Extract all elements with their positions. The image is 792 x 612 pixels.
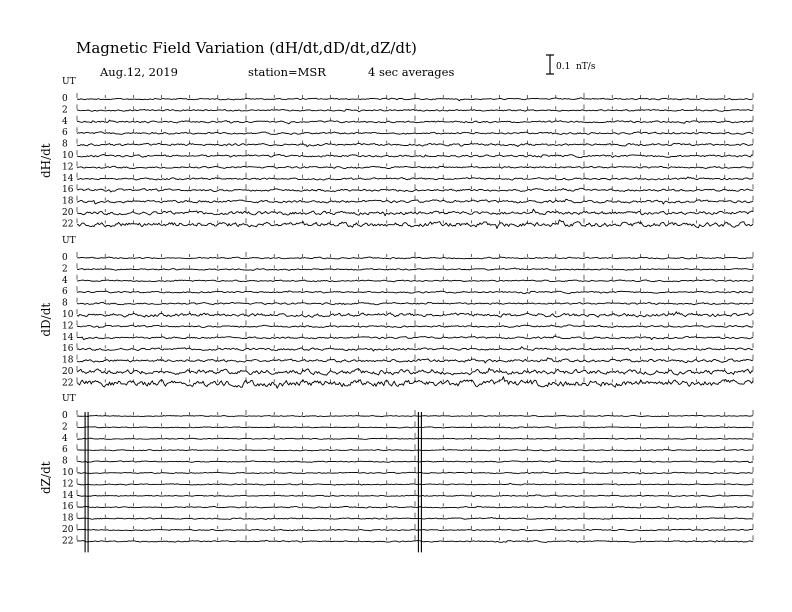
- hour-label: 6: [62, 128, 68, 139]
- panels: [39, 77, 753, 552]
- row-ticks: [77, 252, 753, 257]
- hour-label: 6: [62, 287, 68, 298]
- hour-label: 0: [62, 411, 68, 421]
- trace-line: [77, 472, 753, 474]
- trace-line: [77, 257, 753, 259]
- row-ticks: [77, 320, 753, 325]
- trace-line: [77, 415, 753, 416]
- panel-ylabel: dH/dt: [39, 143, 53, 179]
- hour-label: 12: [62, 479, 74, 490]
- row-ticks: [77, 298, 753, 303]
- row-ticks: [77, 343, 753, 348]
- hour-label: 2: [62, 264, 68, 275]
- hour-label: 20: [62, 367, 74, 377]
- hour-label: 16: [62, 502, 74, 513]
- row-ticks: [77, 444, 753, 449]
- trace-line: [77, 199, 753, 204]
- panel-dD-dt: [39, 236, 753, 388]
- hour-label: 22: [62, 219, 74, 230]
- trace-line: [77, 291, 753, 294]
- trace-line: [77, 98, 753, 101]
- hour-label: 6: [62, 445, 68, 456]
- scale-unit: nT/s: [576, 62, 596, 72]
- date-label: Aug.12, 2019: [100, 65, 178, 79]
- hour-label: 22: [62, 378, 74, 389]
- hour-label: 10: [62, 310, 74, 320]
- hour-label: 18: [62, 196, 74, 207]
- hour-label: 2: [62, 105, 68, 116]
- hour-label: 10: [62, 151, 74, 161]
- row-ticks: [77, 150, 753, 155]
- row-ticks: [77, 93, 753, 98]
- trace-line: [77, 495, 753, 497]
- hour-label: 4: [62, 433, 68, 444]
- row-ticks: [77, 161, 753, 166]
- trace-line: [77, 132, 753, 135]
- row-ticks: [77, 263, 753, 268]
- trace-line: [77, 302, 753, 304]
- hour-label: 14: [62, 332, 74, 343]
- hour-label: 4: [62, 275, 68, 286]
- hour-label: 14: [62, 173, 74, 184]
- row-ticks: [77, 309, 753, 314]
- hour-label: 10: [62, 468, 74, 478]
- row-ticks: [77, 218, 753, 223]
- scale-bar: [546, 55, 596, 74]
- hour-label: 8: [62, 456, 68, 467]
- trace-line: [77, 143, 753, 146]
- row-ticks: [77, 332, 753, 337]
- station-label: station=MSR: [248, 65, 326, 79]
- spike-event: [85, 412, 88, 552]
- row-ticks: [77, 421, 753, 426]
- hour-label: 12: [62, 321, 74, 332]
- hour-label: 20: [62, 208, 74, 218]
- hour-label: 8: [62, 298, 68, 309]
- panel-ylabel: dZ/dt: [39, 461, 53, 494]
- scale-value: 0.1: [556, 62, 571, 72]
- row-ticks: [77, 127, 753, 132]
- trace-line: [77, 483, 753, 485]
- trace-line: [77, 449, 753, 451]
- row-ticks: [77, 366, 753, 371]
- row-ticks: [77, 104, 753, 109]
- averaging-label: 4 sec averages: [368, 65, 455, 79]
- hour-label: 14: [62, 490, 74, 501]
- ut-label: UT: [62, 77, 76, 87]
- hour-label: 20: [62, 525, 74, 535]
- row-ticks: [77, 490, 753, 495]
- spike-event: [418, 412, 421, 552]
- hour-label: 0: [62, 94, 68, 104]
- row-ticks: [77, 355, 753, 360]
- trace-line: [77, 517, 753, 519]
- hour-label: 18: [62, 513, 74, 524]
- trace-line: [77, 529, 753, 531]
- row-ticks: [77, 139, 753, 144]
- ut-label: UT: [62, 394, 76, 404]
- hour-label: 0: [62, 253, 68, 263]
- row-ticks: [77, 467, 753, 472]
- row-ticks: [77, 207, 753, 212]
- panel-ylabel: dD/dt: [39, 302, 53, 337]
- ut-label: UT: [62, 236, 76, 246]
- row-ticks: [77, 377, 753, 382]
- row-ticks: [77, 184, 753, 189]
- trace-line: [77, 427, 753, 428]
- row-ticks: [77, 501, 753, 506]
- row-ticks: [77, 524, 753, 529]
- row-ticks: [77, 535, 753, 540]
- hour-label: 12: [62, 162, 74, 173]
- trace-line: [77, 438, 753, 439]
- row-ticks: [77, 456, 753, 461]
- trace-line: [77, 166, 753, 168]
- hour-label: 8: [62, 139, 68, 150]
- trace-line: [77, 540, 753, 542]
- row-ticks: [77, 478, 753, 483]
- hour-label: 4: [62, 116, 68, 127]
- row-ticks: [77, 513, 753, 518]
- hour-label: 22: [62, 536, 74, 547]
- row-ticks: [77, 275, 753, 280]
- hour-label: 18: [62, 355, 74, 366]
- row-ticks: [77, 410, 753, 415]
- hour-label: 16: [62, 344, 74, 355]
- hour-label: 2: [62, 422, 68, 433]
- row-ticks: [77, 433, 753, 438]
- row-ticks: [77, 286, 753, 291]
- trace-line: [77, 461, 753, 463]
- row-ticks: [77, 116, 753, 121]
- row-ticks: [77, 173, 753, 178]
- trace-line: [77, 109, 753, 111]
- trace-line: [77, 280, 753, 282]
- panel-dH-dt: [39, 77, 753, 229]
- hour-label: 16: [62, 185, 74, 196]
- trace-line: [77, 506, 753, 508]
- panel-dZ-dt: [39, 394, 753, 552]
- chart-title: Magnetic Field Variation (dH/dt,dD/dt,dZ/dt): [76, 39, 417, 57]
